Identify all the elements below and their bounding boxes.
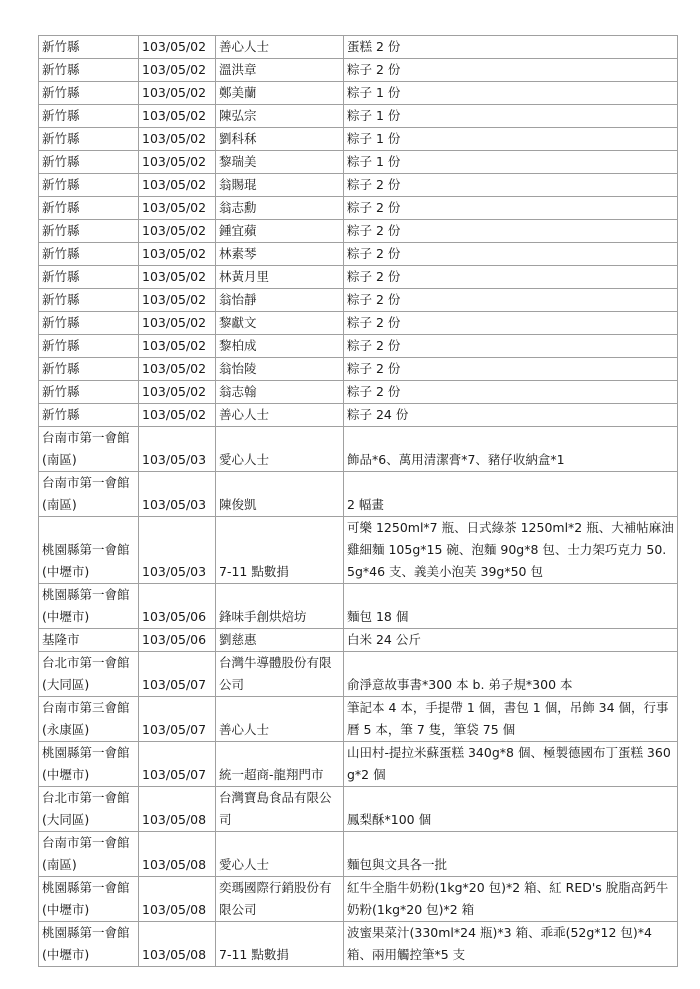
items-cell: 粽子 2 份 <box>344 197 678 220</box>
date-cell: 103/05/02 <box>139 105 216 128</box>
items-cell: 波蜜果菜汁(330ml*24 瓶)*3 箱、乖乖(52g*12 包)*4 箱、兩用觸控筆*5 支 <box>344 922 678 967</box>
table-row <box>39 427 678 472</box>
date-cell: 103/05/03 <box>139 472 216 517</box>
region-cell: 新竹縣 <box>39 335 139 358</box>
items-cell: 粽子 1 份 <box>344 128 678 151</box>
donor-cell: 善心人士 <box>216 697 344 742</box>
date-cell: 103/05/06 <box>139 584 216 629</box>
table-row <box>39 289 678 312</box>
donor-cell: 7-11 點數捐 <box>216 517 344 584</box>
date-cell: 103/05/02 <box>139 128 216 151</box>
date-cell: 103/05/02 <box>139 82 216 105</box>
region-cell: 台南市第一會館(南區) <box>39 472 139 517</box>
table-row <box>39 472 678 517</box>
donor-cell: 翁怡陵 <box>216 358 344 381</box>
date-cell: 103/05/02 <box>139 197 216 220</box>
date-cell: 103/05/02 <box>139 358 216 381</box>
region-cell: 新竹縣 <box>39 220 139 243</box>
table-row <box>39 922 678 967</box>
region-cell: 新竹縣 <box>39 358 139 381</box>
items-cell: 粽子 2 份 <box>344 312 678 335</box>
donor-cell: 翁賜琨 <box>216 174 344 197</box>
donor-cell: 善心人士 <box>216 36 344 59</box>
donor-cell: 林素琴 <box>216 243 344 266</box>
region-cell: 新竹縣 <box>39 289 139 312</box>
date-cell: 103/05/02 <box>139 404 216 427</box>
table-row <box>39 335 678 358</box>
table-row <box>39 151 678 174</box>
items-cell: 山田村-提拉米蘇蛋糕 340g*8 個、極製德國布丁蛋糕 360g*2 個 <box>344 742 678 787</box>
items-cell: 粽子 2 份 <box>344 243 678 266</box>
donor-cell: 統一超商-龍翔門市 <box>216 742 344 787</box>
region-cell: 新竹縣 <box>39 105 139 128</box>
donor-cell: 台灣牛導體股份有限公司 <box>216 652 344 697</box>
table-row <box>39 105 678 128</box>
donor-cell: 黎瑞美 <box>216 151 344 174</box>
region-cell: 桃園縣第一會館(中壢市) <box>39 877 139 922</box>
date-cell: 103/05/08 <box>139 877 216 922</box>
table-row <box>39 787 678 832</box>
donor-cell: 黎柏成 <box>216 335 344 358</box>
table-row <box>39 266 678 289</box>
date-cell: 103/05/07 <box>139 697 216 742</box>
items-cell: 可樂 1250ml*7 瓶、日式綠茶 1250ml*2 瓶、大補帖麻油雞細麵 105g*15 碗、泡麵 90g*8 包、士力架巧克力 50.5g*46 支、義美小泡芙 39g*50 包 <box>344 517 678 584</box>
items-cell: 鳳梨酥*100 個 <box>344 787 678 832</box>
date-cell: 103/05/02 <box>139 289 216 312</box>
date-cell: 103/05/03 <box>139 517 216 584</box>
region-cell: 新竹縣 <box>39 266 139 289</box>
table-row <box>39 128 678 151</box>
items-cell: 粽子 2 份 <box>344 335 678 358</box>
table-row <box>39 174 678 197</box>
items-cell: 粽子 2 份 <box>344 220 678 243</box>
table-row <box>39 629 678 652</box>
table-row <box>39 517 678 584</box>
donor-cell: 翁志勳 <box>216 197 344 220</box>
table-row <box>39 877 678 922</box>
donor-cell: 愛心人士 <box>216 832 344 877</box>
items-cell: 粽子 2 份 <box>344 59 678 82</box>
date-cell: 103/05/02 <box>139 36 216 59</box>
table-row <box>39 220 678 243</box>
donor-cell: 愛心人士 <box>216 427 344 472</box>
items-cell: 2 幅畫 <box>344 472 678 517</box>
table-row <box>39 59 678 82</box>
donor-cell: 溫洪章 <box>216 59 344 82</box>
region-cell: 基隆市 <box>39 629 139 652</box>
table-row <box>39 404 678 427</box>
region-cell: 新竹縣 <box>39 151 139 174</box>
table-row <box>39 832 678 877</box>
region-cell: 台北市第一會館(大同區) <box>39 652 139 697</box>
items-cell: 紅牛全脂牛奶粉(1kg*20 包)*2 箱、紅 RED's 脫脂高鈣牛奶粉(1kg*20 包)*2 箱 <box>344 877 678 922</box>
donor-cell: 翁怡靜 <box>216 289 344 312</box>
region-cell: 台南市第一會館(南區) <box>39 427 139 472</box>
donor-cell: 善心人士 <box>216 404 344 427</box>
date-cell: 103/05/08 <box>139 787 216 832</box>
items-cell: 粽子 1 份 <box>344 151 678 174</box>
items-cell: 粽子 2 份 <box>344 289 678 312</box>
donor-cell: 鍾宜蘋 <box>216 220 344 243</box>
region-cell: 台南市第三會館(永康區) <box>39 697 139 742</box>
table-row <box>39 584 678 629</box>
table-row <box>39 652 678 697</box>
donor-cell: 黎獻文 <box>216 312 344 335</box>
region-cell: 新竹縣 <box>39 243 139 266</box>
date-cell: 103/05/07 <box>139 742 216 787</box>
items-cell: 俞淨意故事書*300 本 b. 弟子規*300 本 <box>344 652 678 697</box>
date-cell: 103/05/02 <box>139 243 216 266</box>
region-cell: 新竹縣 <box>39 82 139 105</box>
donor-cell: 奕瑪國際行銷股份有限公司 <box>216 877 344 922</box>
items-cell: 麵包與文具各一批 <box>344 832 678 877</box>
region-cell: 新竹縣 <box>39 128 139 151</box>
table-row <box>39 381 678 404</box>
donor-cell: 翁志翰 <box>216 381 344 404</box>
date-cell: 103/05/02 <box>139 381 216 404</box>
region-cell: 桃園縣第一會館(中壢市) <box>39 922 139 967</box>
donor-cell: 鄭美蘭 <box>216 82 344 105</box>
items-cell: 粽子 2 份 <box>344 266 678 289</box>
region-cell: 新竹縣 <box>39 381 139 404</box>
table-row <box>39 312 678 335</box>
region-cell: 桃園縣第一會館(中壢市) <box>39 517 139 584</box>
date-cell: 103/05/02 <box>139 151 216 174</box>
date-cell: 103/05/02 <box>139 59 216 82</box>
region-cell: 新竹縣 <box>39 312 139 335</box>
items-cell: 白米 24 公斤 <box>344 629 678 652</box>
items-cell: 粽子 2 份 <box>344 358 678 381</box>
region-cell: 桃園縣第一會館(中壢市) <box>39 742 139 787</box>
region-cell: 新竹縣 <box>39 404 139 427</box>
table-row <box>39 358 678 381</box>
date-cell: 103/05/02 <box>139 174 216 197</box>
region-cell: 新竹縣 <box>39 36 139 59</box>
table-row <box>39 36 678 59</box>
items-cell: 粽子 1 份 <box>344 82 678 105</box>
donation-table <box>38 35 678 967</box>
region-cell: 桃園縣第一會館(中壢市) <box>39 584 139 629</box>
date-cell: 103/05/07 <box>139 652 216 697</box>
items-cell: 粽子 2 份 <box>344 174 678 197</box>
items-cell: 粽子 2 份 <box>344 381 678 404</box>
date-cell: 103/05/08 <box>139 832 216 877</box>
date-cell: 103/05/06 <box>139 629 216 652</box>
items-cell: 飾品*6、萬用清潔膏*7、豬仔收納盒*1 <box>344 427 678 472</box>
date-cell: 103/05/02 <box>139 266 216 289</box>
donor-cell: 7-11 點數捐 <box>216 922 344 967</box>
region-cell: 台南市第一會館(南區) <box>39 832 139 877</box>
region-cell: 新竹縣 <box>39 197 139 220</box>
date-cell: 103/05/03 <box>139 427 216 472</box>
items-cell: 粽子 24 份 <box>344 404 678 427</box>
donor-cell: 林黃月里 <box>216 266 344 289</box>
date-cell: 103/05/02 <box>139 335 216 358</box>
region-cell: 台北市第一會館(大同區) <box>39 787 139 832</box>
items-cell: 麵包 18 個 <box>344 584 678 629</box>
donor-cell: 陳弘宗 <box>216 105 344 128</box>
donor-cell: 陳俊凱 <box>216 472 344 517</box>
region-cell: 新竹縣 <box>39 174 139 197</box>
donor-cell: 台灣寶島食品有限公司 <box>216 787 344 832</box>
table-row <box>39 197 678 220</box>
date-cell: 103/05/08 <box>139 922 216 967</box>
date-cell: 103/05/02 <box>139 312 216 335</box>
items-cell: 蛋糕 2 份 <box>344 36 678 59</box>
region-cell: 新竹縣 <box>39 59 139 82</box>
table-row <box>39 742 678 787</box>
table-row <box>39 82 678 105</box>
items-cell: 粽子 1 份 <box>344 105 678 128</box>
table-row <box>39 243 678 266</box>
donor-cell: 劉科秝 <box>216 128 344 151</box>
items-cell: 筆記本 4 本，手提帶 1 個，書包 1 個，吊飾 34 個，行事曆 5 本，筆 7 隻，筆袋 75 個 <box>344 697 678 742</box>
donor-cell: 鋒味手創烘焙坊 <box>216 584 344 629</box>
donor-cell: 劉慈惠 <box>216 629 344 652</box>
date-cell: 103/05/02 <box>139 220 216 243</box>
table-row <box>39 697 678 742</box>
